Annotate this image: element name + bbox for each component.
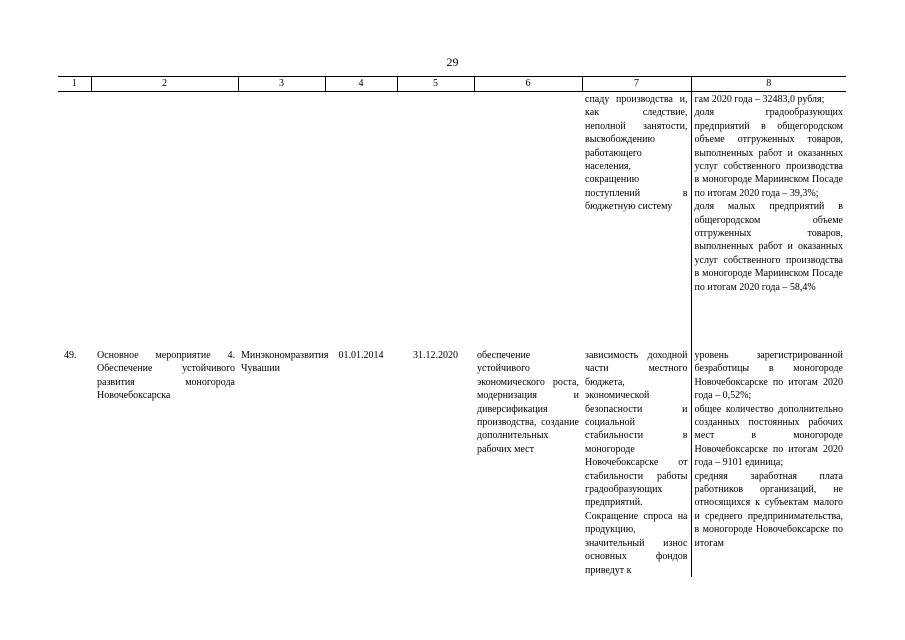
executor-cell: Минэкономразвития Чувашии xyxy=(241,350,329,375)
page-number: 29 xyxy=(446,55,459,69)
column-number-3: 3 xyxy=(238,77,325,92)
start-date-cell: 01.01.2014 xyxy=(338,350,384,361)
row-number: 49. xyxy=(64,350,77,361)
column-number-8: 8 xyxy=(691,77,846,92)
column-number-row xyxy=(58,77,846,92)
risks-cell: спаду производства и, как следствие, неполной занятости, высвобождению работающего населения, сокращению поступлений в бюджетную систему xyxy=(582,92,691,342)
risks-cell: зависимость доходной части местного бюджета, экономической безопасности и социальной стабильности в моногороде Новочебоксарске от стабильности работы градообразующих предприятий. Сокращение спроса на продукцию, значительный износ основных фондов приведут к xyxy=(582,341,691,577)
column-number-6: 6 xyxy=(474,77,582,92)
column-number-2: 2 xyxy=(91,77,238,92)
expected-result-cell: обеспечение устойчивого экономического роста, модернизация и диверсификация производства, создание дополнительных рабочих мест xyxy=(477,350,579,455)
column-number-1: 1 xyxy=(58,77,91,92)
table-row-49 xyxy=(58,341,846,577)
measure-name: Основное мероприятие 4. Обеспечение устойчивого развития моногорода Новочебоксарска xyxy=(97,350,235,402)
column-number-7: 7 xyxy=(582,77,691,92)
indicators-cell: гам 2020 года – 32483,0 рубля; доля градообразующих предприятий в общегородском объеме отгруженных товаров, выполненных работ и оказанных услуг собственного производства в моногороде Мариинском Посаде по итогам 2020 года – 39,3%; доля малых предприятий в общегородском объеме отгруженных товаров, выполненных работ и оказанных услуг собственного производства в моногороде Мариинском Посаде по итогам 2020 года – 58,4% xyxy=(694,94,843,293)
indicators-cell: уровень зарегистрированной безработицы в моногороде Новочебоксарске по итогам 2020 года – 0,52%; общее количество дополнительно созданных постоянных рабочих мест в моногороде Новочебоксарске по итогам 2020 года – 9101 единица; средняя заработная плата работников организаций, не относящихся к субъектам малого и среднего предпринимательства, в моногороде Новочебоксарске по итогам xyxy=(694,350,843,549)
column-number-5: 5 xyxy=(397,77,474,92)
measures-table xyxy=(58,76,846,577)
end-date-cell: 31.12.2020 xyxy=(413,350,458,361)
column-number-4: 4 xyxy=(325,77,397,92)
table-row-continuation xyxy=(58,92,846,342)
